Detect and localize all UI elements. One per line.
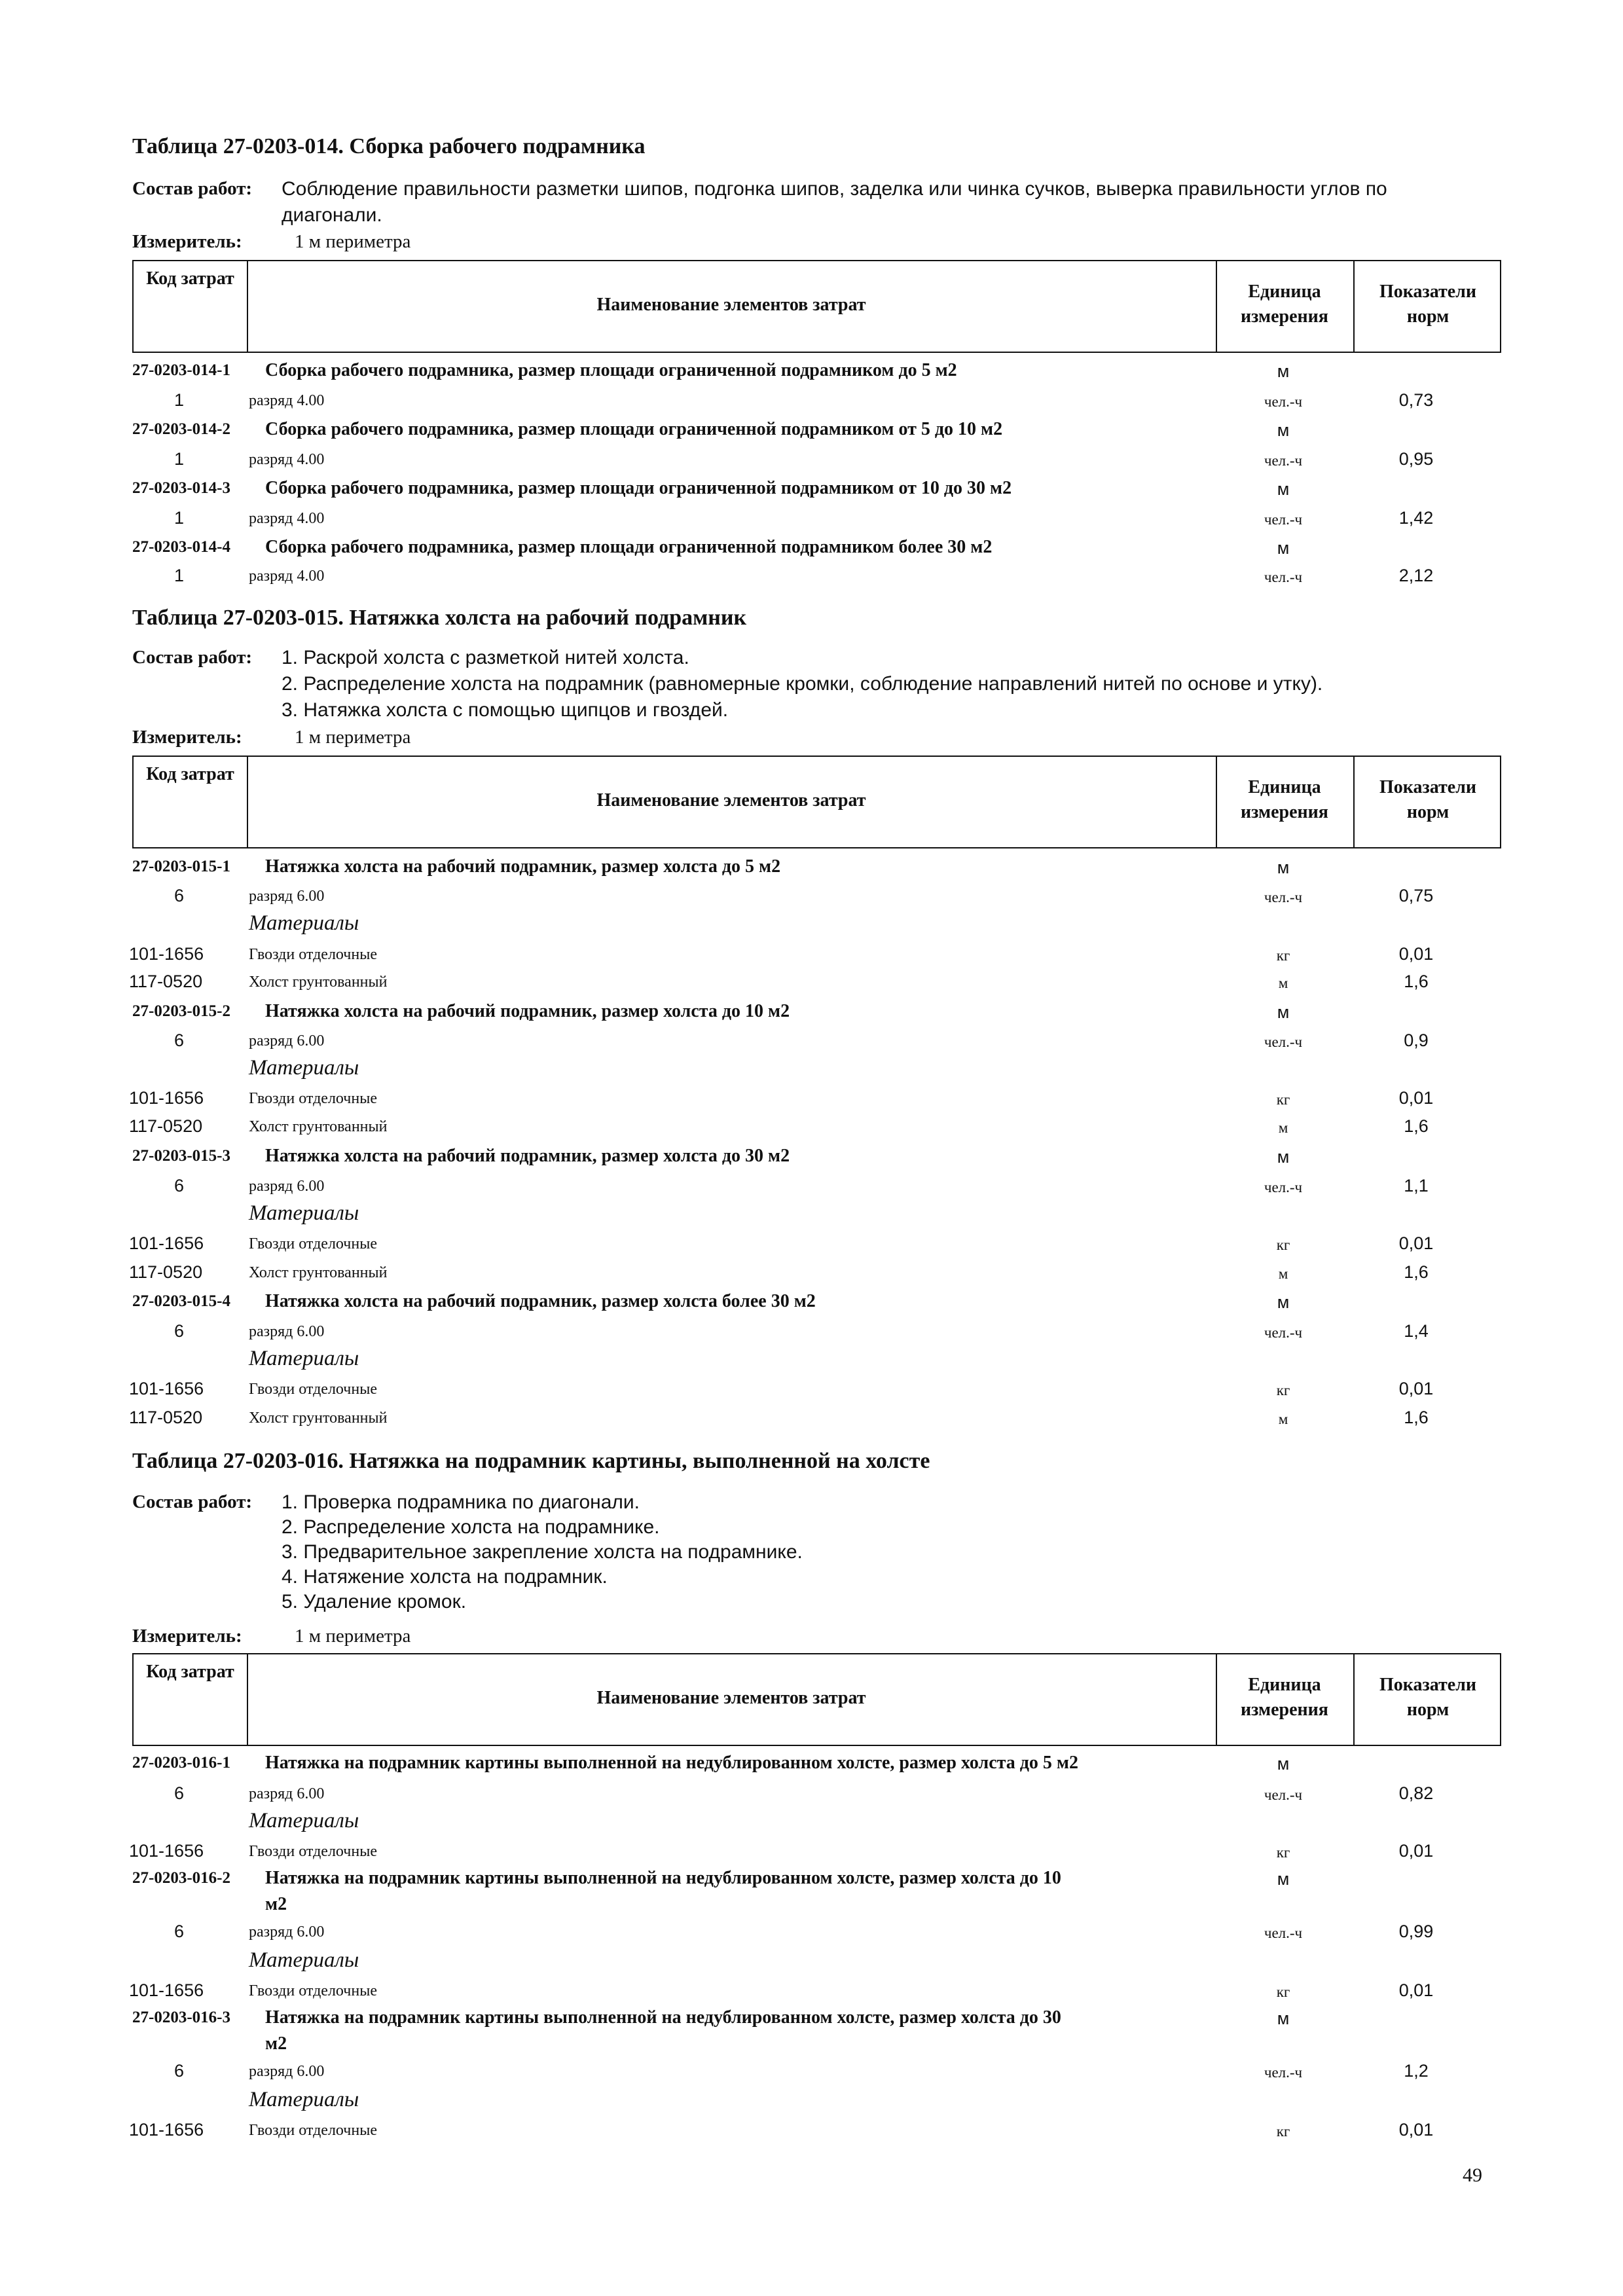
header-unit: измерения	[1241, 1700, 1328, 1720]
norm-value: 0,75	[1398, 886, 1434, 905]
resource-name: Холст грунтованный	[249, 974, 388, 991]
composition-line: 2. Распределение холста на подрамнике.	[282, 1516, 660, 1538]
resource-name: Холст грунтованный	[249, 1264, 388, 1281]
unit-cell: м	[1277, 1002, 1290, 1022]
resource-code: 101-1656	[129, 2120, 204, 2140]
materials-label: Материалы	[249, 911, 359, 935]
materials-label: Материалы	[249, 2088, 359, 2111]
resource-name: разряд 6.00	[249, 1178, 325, 1195]
resource-name: Холст грунтованный	[249, 1410, 388, 1427]
resource-name: разряд 6.00	[249, 1032, 325, 1049]
unit-cell: кг	[1276, 1844, 1290, 1861]
header-norm: норм	[1406, 802, 1450, 822]
item-name: Натяжка на подрамник картины выполненной на недублированном холсте, размер холста до 5 м2	[265, 1753, 1078, 1773]
resource-name: разряд 6.00	[249, 2063, 325, 2080]
resource-code: 6	[173, 886, 185, 905]
header-code: Код затрат	[146, 268, 234, 289]
measure-label: Измеритель:	[132, 1626, 242, 1647]
norm-value: 1,1	[1404, 1176, 1429, 1195]
header-norm: норм	[1406, 1700, 1450, 1720]
unit-cell: чел.-ч	[1264, 1324, 1303, 1341]
item-name-cont: м2	[265, 2033, 287, 2054]
unit-cell: м	[1278, 1266, 1288, 1282]
composition-line: 3. Предварительное закрепление холста на подрамнике.	[282, 1541, 803, 1563]
measure-value: 1 м периметра	[295, 231, 411, 252]
norm-value: 0,9	[1404, 1030, 1429, 1050]
table-title: Таблица 27-0203-014. Сборка рабочего подрамника	[132, 134, 646, 158]
resource-code: 1	[173, 566, 185, 585]
norm-value: 1,6	[1404, 972, 1429, 991]
unit-cell: чел.-ч	[1264, 1787, 1303, 1803]
cost-code: 27-0203-014-3	[132, 479, 230, 497]
materials-label: Материалы	[249, 1201, 359, 1225]
item-name: Натяжка холста на рабочий подрамник, размер холста до 10 м2	[265, 1001, 790, 1021]
unit-cell: м	[1278, 1411, 1288, 1427]
norm-value: 0,01	[1398, 1088, 1434, 1108]
unit-cell: чел.-ч	[1264, 889, 1303, 905]
cost-code: 27-0203-016-1	[132, 1754, 230, 1772]
header-name: Наименование элементов затрат	[596, 790, 866, 811]
norm-value: 0,01	[1398, 1980, 1434, 2000]
unit-cell: кг	[1276, 2123, 1290, 2140]
item-name: Натяжка на подрамник картины выполненной на недублированном холсте, размер холста до 10	[265, 1868, 1061, 1888]
resource-name: Гвозди отделочные	[249, 1843, 377, 1860]
header-norm: Показатели	[1379, 777, 1477, 797]
unit-cell: кг	[1276, 1237, 1290, 1253]
resource-code: 117-0520	[129, 1262, 203, 1282]
resource-code: 6	[173, 1030, 185, 1050]
cost-code: 27-0203-016-2	[132, 1869, 230, 1887]
table-header	[132, 260, 1501, 353]
unit-cell: кг	[1276, 1382, 1290, 1398]
header-name: Наименование элементов затрат	[596, 1688, 866, 1708]
resource-name: Гвозди отделочные	[249, 946, 377, 963]
table-title: Таблица 27-0203-015. Натяжка холста на рабочий подрамник	[132, 606, 747, 630]
norm-value: 0,01	[1398, 944, 1434, 964]
measure-label: Измеритель:	[132, 727, 242, 748]
composition-line: 5. Удаление кромок.	[282, 1591, 467, 1613]
cost-code: 27-0203-015-2	[132, 1002, 230, 1020]
unit-cell: кг	[1276, 947, 1290, 964]
cost-code: 27-0203-015-1	[132, 858, 230, 875]
unit-cell: кг	[1276, 1984, 1290, 2000]
unit-cell: м	[1277, 538, 1290, 558]
header-code: Код затрат	[146, 764, 234, 784]
unit-cell: чел.-ч	[1264, 511, 1303, 528]
norm-value: 1,6	[1404, 1408, 1429, 1427]
cost-code: 27-0203-014-2	[132, 420, 230, 438]
resource-code: 6	[173, 1922, 185, 1941]
resource-name: Гвозди отделочные	[249, 1090, 377, 1107]
unit-cell: м	[1277, 1292, 1290, 1312]
item-name: Сборка рабочего подрамника, размер площади ограниченной подрамником до 5 м2	[265, 360, 957, 380]
header-unit: измерения	[1241, 802, 1328, 822]
resource-code: 6	[173, 1321, 185, 1341]
cost-code: 27-0203-015-4	[132, 1292, 230, 1310]
unit-cell: м	[1278, 1120, 1288, 1136]
item-name: Сборка рабочего подрамника, размер площади ограниченной подрамником более 30 м2	[265, 537, 993, 557]
header-code: Код затрат	[146, 1662, 234, 1682]
resource-name: разряд 4.00	[249, 451, 325, 468]
item-name: Натяжка холста на рабочий подрамник, размер холста до 5 м2	[265, 856, 781, 877]
unit-cell: м	[1277, 858, 1290, 877]
composition-line: 1. Проверка подрамника по диагонали.	[282, 1491, 640, 1513]
composition-line: 4. Натяжение холста на подрамник.	[282, 1566, 608, 1588]
resource-name: разряд 6.00	[249, 1923, 325, 1941]
resource-code: 6	[173, 1176, 185, 1195]
unit-cell: чел.-ч	[1264, 452, 1303, 469]
table-header	[132, 756, 1501, 848]
resource-code: 117-0520	[129, 972, 203, 991]
header-norm: Показатели	[1379, 282, 1477, 302]
norm-value: 0,82	[1398, 1783, 1434, 1803]
resource-name: разряд 6.00	[249, 1323, 325, 1340]
composition-label: Состав работ:	[132, 647, 253, 668]
norm-value: 1,6	[1404, 1116, 1429, 1136]
composition-line: диагонали.	[282, 204, 382, 226]
norm-value: 1,42	[1398, 508, 1434, 528]
cost-code: 27-0203-015-3	[132, 1147, 230, 1165]
resource-code: 101-1656	[129, 944, 204, 964]
norm-value: 1,6	[1404, 1262, 1429, 1282]
resource-name: разряд 4.00	[249, 392, 325, 409]
resource-name: Гвозди отделочные	[249, 1982, 377, 1999]
resource-code: 6	[173, 1783, 185, 1803]
norm-value: 0,73	[1398, 390, 1434, 410]
materials-label: Материалы	[249, 1809, 359, 1832]
cost-code: 27-0203-014-1	[132, 361, 230, 379]
unit-cell: м	[1277, 1754, 1290, 1774]
page-number: 49	[1463, 2164, 1482, 2186]
header-name: Наименование элементов затрат	[596, 295, 866, 315]
unit-cell: м	[1277, 361, 1290, 381]
cost-code: 27-0203-016-3	[132, 2009, 230, 2026]
norm-value: 1,2	[1404, 2061, 1429, 2081]
composition-line: 1. Раскрой холста с разметкой нитей холста.	[282, 647, 689, 668]
norm-value: 0,01	[1398, 1379, 1434, 1398]
resource-name: Гвозди отделочные	[249, 1235, 377, 1252]
cost-code: 27-0203-014-4	[132, 538, 230, 556]
unit-cell: м	[1277, 420, 1290, 440]
composition-label: Состав работ:	[132, 1491, 253, 1512]
norm-value: 0,01	[1398, 1841, 1434, 1861]
norm-value: 2,12	[1398, 566, 1434, 585]
resource-name: Холст грунтованный	[249, 1118, 388, 1135]
table-title: Таблица 27-0203-016. Натяжка на подрамник картины, выполненной на холсте	[132, 1449, 930, 1473]
unit-cell: чел.-ч	[1264, 1925, 1303, 1941]
norm-value: 0,99	[1398, 1922, 1434, 1941]
resource-name: Гвозди отделочные	[249, 1381, 377, 1398]
composition-line: Соблюдение правильности разметки шипов, подгонка шипов, заделка или чинка сучков, выверка правильности углов по	[282, 178, 1387, 200]
unit-cell: м	[1278, 975, 1288, 991]
resource-name: разряд 6.00	[249, 888, 325, 905]
resource-code: 101-1656	[129, 1379, 204, 1398]
unit-cell: кг	[1276, 1091, 1290, 1108]
resource-name: Гвозди отделочные	[249, 2122, 377, 2139]
norm-value: 1,4	[1404, 1321, 1429, 1341]
measure-value: 1 м периметра	[295, 1626, 411, 1647]
composition-line: 2. Распределение холста на подрамник (равномерные кромки, соблюдение направлений нитей по основе и утку).	[282, 673, 1323, 695]
unit-cell: чел.-ч	[1264, 2064, 1303, 2081]
header-unit: Единица	[1248, 1675, 1321, 1695]
header-unit: Единица	[1248, 282, 1321, 302]
unit-cell: м	[1277, 2009, 1290, 2028]
unit-cell: м	[1277, 479, 1290, 499]
materials-label: Материалы	[249, 1056, 359, 1080]
resource-code: 1	[173, 390, 185, 410]
resource-code: 1	[173, 508, 185, 528]
norm-value: 0,95	[1398, 449, 1434, 469]
norm-value: 0,01	[1398, 2120, 1434, 2140]
norm-value: 0,01	[1398, 1233, 1434, 1253]
resource-name: разряд 6.00	[249, 1785, 325, 1802]
header-norm: Показатели	[1379, 1675, 1477, 1695]
header-unit: Единица	[1248, 777, 1321, 797]
composition-line: 3. Натяжка холста с помощью щипцов и гвоздей.	[282, 699, 729, 721]
resource-code: 101-1656	[129, 1841, 204, 1861]
unit-cell: м	[1277, 1147, 1290, 1167]
resource-name: разряд 4.00	[249, 510, 325, 527]
materials-label: Материалы	[249, 1948, 359, 1972]
header-norm: норм	[1406, 306, 1450, 327]
table-header	[132, 1653, 1501, 1746]
measure-label: Измеритель:	[132, 231, 242, 252]
resource-code: 117-0520	[129, 1408, 203, 1427]
resource-code: 101-1656	[129, 1980, 204, 2000]
unit-cell: м	[1277, 1869, 1290, 1889]
item-name: Натяжка холста на рабочий подрамник, размер холста до 30 м2	[265, 1146, 790, 1166]
resource-code: 1	[173, 449, 185, 469]
item-name-cont: м2	[265, 1894, 287, 1914]
resource-code: 101-1656	[129, 1088, 204, 1108]
unit-cell: чел.-ч	[1264, 569, 1303, 585]
unit-cell: чел.-ч	[1264, 393, 1303, 410]
header-unit: измерения	[1241, 306, 1328, 327]
materials-label: Материалы	[249, 1347, 359, 1370]
resource-code: 101-1656	[129, 1233, 204, 1253]
resource-name: разряд 4.00	[249, 568, 325, 585]
item-name: Натяжка на подрамник картины выполненной на недублированном холсте, размер холста до 30	[265, 2007, 1061, 2028]
composition-label: Состав работ:	[132, 178, 253, 199]
resource-code: 6	[173, 2061, 185, 2081]
measure-value: 1 м периметра	[295, 727, 411, 748]
item-name: Сборка рабочего подрамника, размер площади ограниченной подрамником от 10 до 30 м2	[265, 478, 1012, 498]
unit-cell: чел.-ч	[1264, 1179, 1303, 1195]
resource-code: 117-0520	[129, 1116, 203, 1136]
item-name: Натяжка холста на рабочий подрамник, размер холста более 30 м2	[265, 1291, 816, 1311]
unit-cell: чел.-ч	[1264, 1034, 1303, 1050]
item-name: Сборка рабочего подрамника, размер площади ограниченной подрамником от 5 до 10 м2	[265, 419, 1003, 439]
